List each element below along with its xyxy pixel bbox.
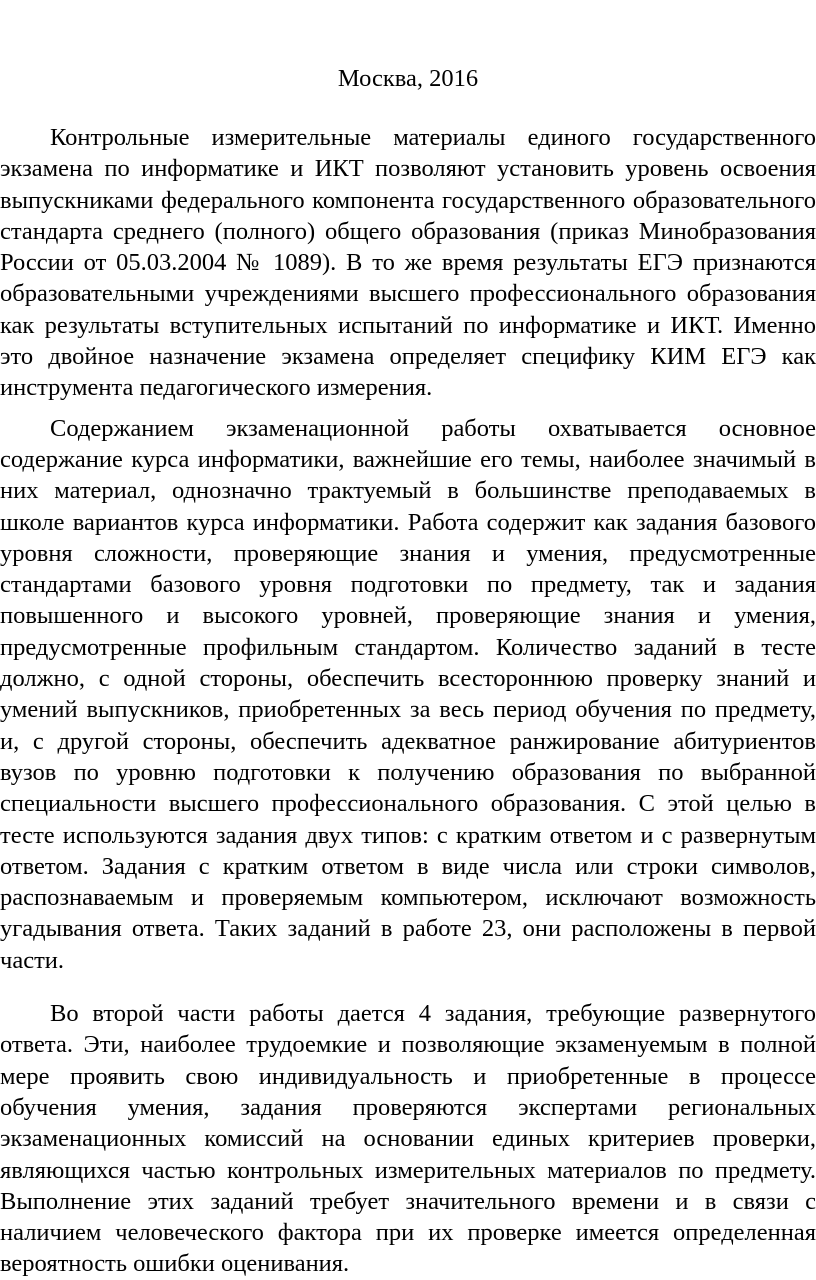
paragraph-3: Во второй части работы дается 4 задания, требующие развернутого ответа. Эти, наиболее трудоемкие и позволяющие экзаменуемым в полной мере проявить свою индивидуальность и приобретенные в процессе обучения умения, задания проверяются экспертами региональных экзаменационных комиссий на основании единых критериев проверки, являющихся частью контрольных измерительных материалов по предмету. Выполнение этих заданий требует значительного времени и в связи с наличием человеческого фактора при их проверке имеется определенная вероятность ошибки оценивания. <box>0 1000 816 1278</box>
paragraph-1: Контрольные измерительные материалы единого государственного экзамена по информатике и ИКТ позволяют установить уровень освоения выпускниками федерального компонента государственного образовательного стандарта среднего (полного) общего образования (приказ Минобразования России от 05.03.2004 № 1089). В то же время результаты ЕГЭ признаются образовательными учреждениями высшего профессионального образования как результаты вступительных испытаний по информатике и ИКТ. Именно это двойное назначение экзамена определяет специфику КИМ ЕГЭ как инструмента педагогического измерения. <box>0 124 816 402</box>
document-header: Москва, 2016 <box>337 65 479 92</box>
document-body <box>0 122 816 1280</box>
paragraph-2: Содержанием экзаменационной работы охватывается основное содержание курса информатики, важнейшие его темы, наиболее значимый в них материал, однозначно трактуемый в большинстве преподаваемых в школе вариантов курса информатики. Работа содержит как задания базового уровня сложности, проверяющие знания и умения, предусмотренные стандартами базового уровня подготовки по предмету, так и задания повышенного и высокого уровней, проверяющие знания и умения, предусмотренные профильным стандартом. Количество заданий в тесте должно, с одной стороны, обеспечить всестороннюю проверку знаний и умений выпускников, приобретенных за весь период обучения по предмету, и, с другой стороны, обеспечить адекватное ранжирование абитуриентов вузов по уровню подготовки к получению образования по выбранной специальности высшего профессионального образования. С этой целью в тесте используются задания двух типов: с кратким ответом и с развернутым ответом. Задания с кратким ответом в виде числа или строки символов, распознаваемым и проверяемым компьютером, исключают возможность угадывания ответа. Таких заданий в работе 23, они расположены в первой части. <box>0 414 816 974</box>
